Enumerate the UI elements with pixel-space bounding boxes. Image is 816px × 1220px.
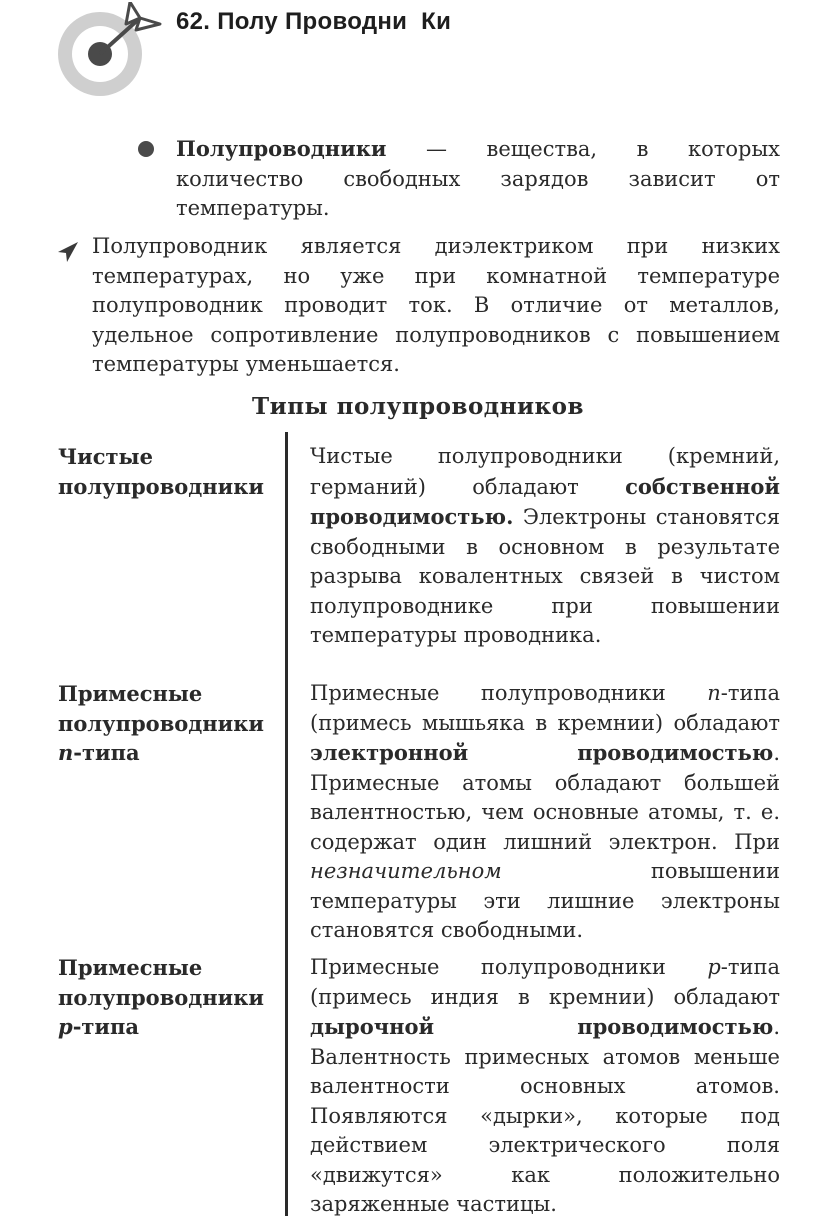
chapter-title: 62. Полу Проводни Ки bbox=[176, 8, 452, 35]
row-label: Чистые полупроводники bbox=[58, 444, 264, 499]
row-label: Примесные полупроводники p-типа bbox=[58, 955, 264, 1039]
row-description: Примесные полупроводники p-типа (примесь индия в кремнии) обладают дырочной проводимостью. Валентность примесных атомов меньше валентности основных атомов. Появляются «дырки», которые под действием электрического поля «движутся» как положительно заряженные частицы. bbox=[310, 955, 780, 1216]
section-title: Типы полупроводников bbox=[252, 393, 584, 420]
definition-text: — вещества, в которых количество свободных зарядов зависит от температуры. bbox=[176, 137, 780, 220]
target-arrow-icon bbox=[54, 2, 164, 102]
bullet-icon bbox=[138, 141, 154, 157]
row-description: Чистые полупроводники (кремний, германий) обладают собственной проводимостью. Электроны становятся свободными в основном в результате разрыва ковалентных связей в чистом полупроводнике при повышении температуры проводника. bbox=[310, 444, 780, 647]
table-divider bbox=[285, 432, 288, 1216]
definition-term: Полупроводники bbox=[176, 136, 387, 161]
row-description: Примесные полупроводники n-типа (примесь мышьяка в кремнии) обладают электронной проводимостью. Примесные атомы обладают большей валентностью, чем основные атомы, т. е. содержат один лишний электрон. При незначительном повышении температуры эти лишние электроны становятся свободными. bbox=[310, 681, 780, 942]
row-label: Примесные полупроводники n-типа bbox=[58, 681, 264, 765]
paper-plane-icon bbox=[56, 240, 80, 264]
definition-paragraph bbox=[176, 134, 780, 224]
note-paragraph: Полупроводник является диэлектриком при низких температурах, но уже при комнатной температуре полупроводник проводит ток. В отличие от металлов, удельное сопротивление полупроводников с повышением температуры уменьшается. bbox=[92, 234, 780, 376]
